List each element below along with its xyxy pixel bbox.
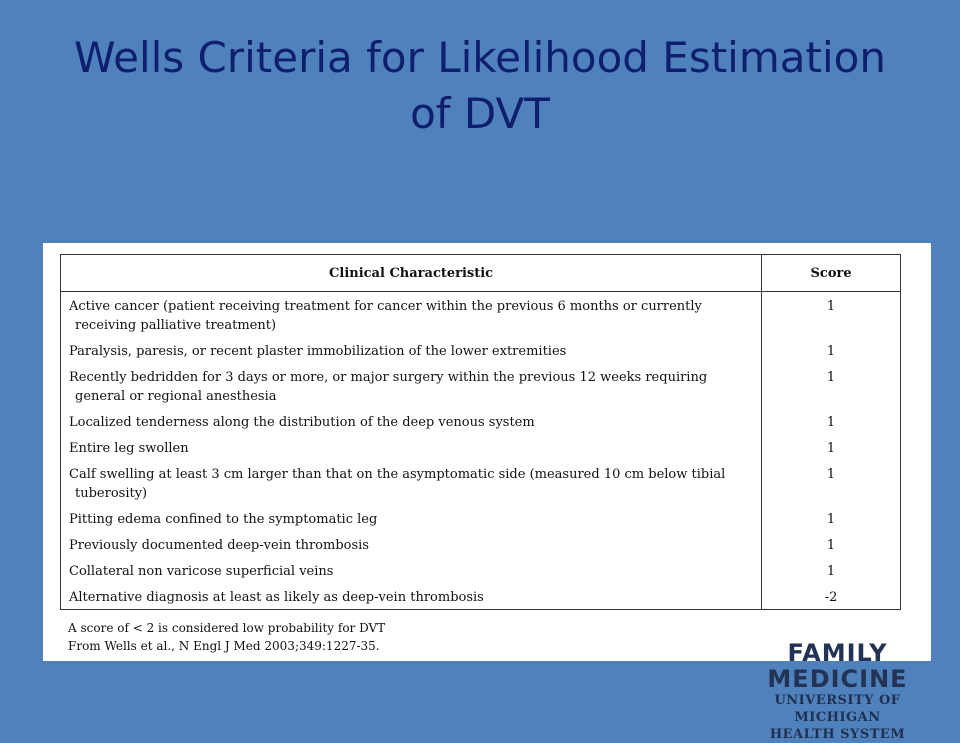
row-score: 1 [762, 363, 901, 408]
row-score: 1 [762, 505, 901, 531]
header-score: Score [762, 255, 901, 292]
logo-family-medicine: FAMILY MEDICINE [767, 639, 908, 693]
row-characteristic: Entire leg swollen [69, 441, 189, 456]
logo-health-system: HEALTH SYSTEM [769, 727, 906, 742]
row-score: 1 [762, 557, 901, 583]
table-row [61, 363, 901, 408]
row-characteristic: Recently bedridden for 3 days or more, or major surgery within the previous 12 weeks requiring general or regional anesthesia [69, 370, 708, 404]
table-row [61, 292, 901, 338]
row-characteristic: Calf swelling at least 3 cm larger than that on the asymptomatic side (measured 10 cm below tibial tuberosity) [69, 467, 726, 501]
footnote-low-probability: A score of < 2 is considered low probability for DVT [68, 621, 386, 635]
wells-criteria-table [60, 254, 901, 610]
row-characteristic: Paralysis, paresis, or recent plaster immobilization of the lower extremities [69, 344, 567, 359]
header-clinical-characteristic: Clinical Characteristic [61, 255, 762, 292]
row-characteristic: Collateral non varicose superficial veins [69, 564, 334, 579]
table-row [61, 531, 901, 557]
umich-family-medicine-logo [730, 639, 945, 742]
slide-title [40, 30, 920, 142]
table-header-row [61, 255, 901, 292]
table-row [61, 434, 901, 460]
row-characteristic: Pitting edema confined to the symptomatic leg [69, 512, 378, 527]
row-score: 1 [762, 408, 901, 434]
footnote-citation: From Wells et al., N Engl J Med 2003;349:1227-35. [68, 639, 380, 653]
table-body [61, 292, 901, 610]
table-footnote [68, 619, 385, 655]
row-score: 1 [762, 531, 901, 557]
row-characteristic: Alternative diagnosis at least as likely as deep-vein thrombosis [69, 590, 484, 605]
row-score: 1 [762, 460, 901, 505]
row-characteristic: Previously documented deep-vein thrombosis [69, 538, 369, 553]
table-row [61, 505, 901, 531]
row-score: 1 [762, 292, 901, 338]
row-characteristic: Active cancer (patient receiving treatment for cancer within the previous 6 months or currently receiving palliative treatment) [69, 299, 702, 333]
table-row [61, 460, 901, 505]
table-row [61, 557, 901, 583]
table-row [61, 408, 901, 434]
slide-title-line-1: Wells Criteria for Likelihood Estimation [74, 33, 886, 82]
row-characteristic: Localized tenderness along the distribution of the deep venous system [69, 415, 535, 430]
row-score: 1 [762, 337, 901, 363]
table-row [61, 337, 901, 363]
wells-criteria-panel [43, 243, 931, 661]
row-score: -2 [762, 583, 901, 610]
slide-title-line-2: of DVT [410, 89, 550, 138]
row-score: 1 [762, 434, 901, 460]
logo-university: UNIVERSITY OF MICHIGAN [774, 693, 901, 725]
table-row [61, 583, 901, 610]
